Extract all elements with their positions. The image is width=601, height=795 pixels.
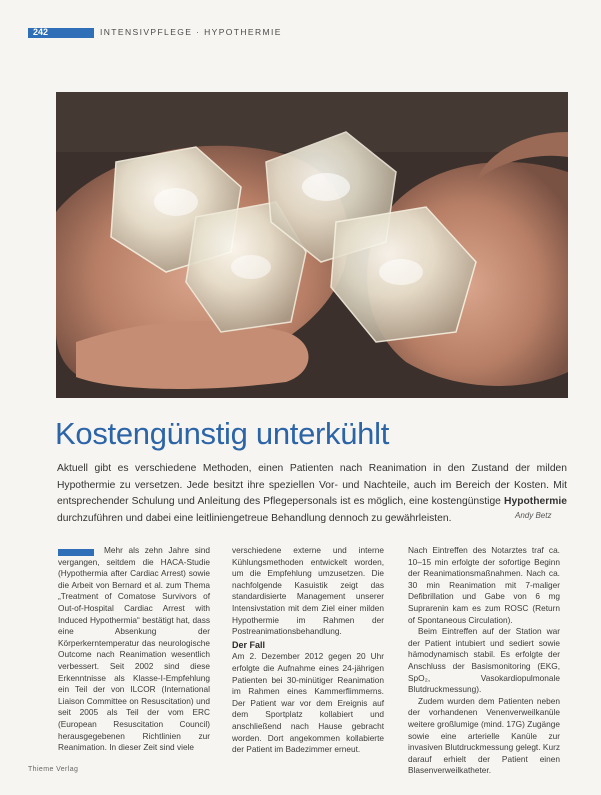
lead-keyword: Hypothermie bbox=[504, 496, 567, 508]
section-heading: Der Fall bbox=[232, 639, 266, 650]
section-label: INTENSIVPFLEGE · HYPOTHERMIE bbox=[100, 27, 282, 37]
body-paragraph: Am 2. Dezember 2012 gegen 20 Uhr erfolgte die Aufnahme eines 24-jährigen Patienten bei 30-minütiger Reanimation im Rahmen eines Kammerflimmerns. Der Patient war vor dem Ereignis auf dem Sportplatz kollabiert und anschließend nach Hause gebracht worden. Dort angekommen kollabierte der Patient im Badezimmer erneut. bbox=[232, 651, 384, 755]
body-paragraph: Mehr als zehn Jahre sind vergangen, seitdem die HACA-Studie (Hypothermia after Cardiac Arrest) sowie die Arbeit von Bernard et al. zum Thema „Treatment of Comatose Survivors of Out-of-Hospital Cardiac Arrest with Induced Hypothermia“ bestätigt hat, dass eine Absenkung der Körperkerntemperatur das neurologische Outcome nach Reanimation wesentlich verbessert. Seit 2002 sind diese Erkenntnisse als Klasse-I-Empfehlung ein Teil der von ILCOR (International Liaison Committee on Resuscitation) und seit 2005 als Teil der vom ERC (European Resuscitation Council) herausgegebenen Richtlinien zur Reanimation. In dieser Zeit sind viele bbox=[58, 545, 210, 753]
body-column-1 bbox=[58, 545, 210, 754]
ice-cubes-photo bbox=[56, 92, 568, 398]
page-header bbox=[28, 28, 576, 38]
body-paragraph: Zudem wurden dem Patienten neben der vorhandenen Venenverweilkanüle weitere großlumige (mind. 17G) Zugänge sowie eine arterielle Kanüle zur invasiven Blutdruckmessung gelegt. Kurz darauf erhielt der Patient einen Blasenverweilkatheter. bbox=[408, 695, 560, 776]
body-column-2 bbox=[232, 545, 384, 756]
body-paragraph: Nach Eintreffen des Notarztes traf ca. 10–15 min erfolgte der sofortige Beginn der Reanimationsmaßnahmen. Nach ca. 30 min Reanimation mit 7-maliger Defibrillation und Gabe von 6 mg Suprarenin kam es zum ROSC (Return of Spontaneous Circulation). bbox=[408, 545, 560, 625]
body-paragraph: Beim Eintreffen auf der Station war der Patient intubiert und sediert sowie hämodynamisch stabil. Es erfolgte der Anschluss der Basismonitoring (EKG, SpO₂, Vasokardiopulmonale Blutdruckmessung). bbox=[408, 626, 560, 695]
article-lead bbox=[57, 461, 567, 527]
lead-text-start: Aktuell gibt es verschiedene Methoden, einen Patienten nach Reanimation in den Zustand der milden Hypothermie zu versetzen. Jede besitzt ihre speziellen Vor- und Nachteile, auch im Bereich der Kosten. Mit entsprechender Schulung und Anleitung des Pflegepersonals ist es möglich, eine kostengünstige bbox=[57, 463, 567, 508]
ice-cubes-illustration bbox=[56, 92, 568, 398]
page-footer: Thieme Verlag bbox=[28, 766, 79, 773]
body-paragraph: verschiedene externe und interne Kühlungsmethoden entwickelt worden, um die Empfehlung umzusetzen. Die nachfolgende Kasuistik zeigt das standardisierte Management unserer Intensivstation mit dem Ziel einer milden Hypothermie im Rahmen der Postreanimationsbehandlung. bbox=[232, 545, 384, 637]
lead-text-end: durchzuführen und dabei eine leitliniengetreue Behandlung dennoch zu gewährleisten. bbox=[57, 512, 452, 524]
page-number: 242 bbox=[33, 27, 49, 37]
article-title: Kostengünstig unterkühlt bbox=[55, 416, 390, 451]
author-name: Andy Betz bbox=[515, 511, 552, 520]
body-column-3 bbox=[408, 545, 560, 777]
page-number-tab bbox=[28, 28, 94, 38]
